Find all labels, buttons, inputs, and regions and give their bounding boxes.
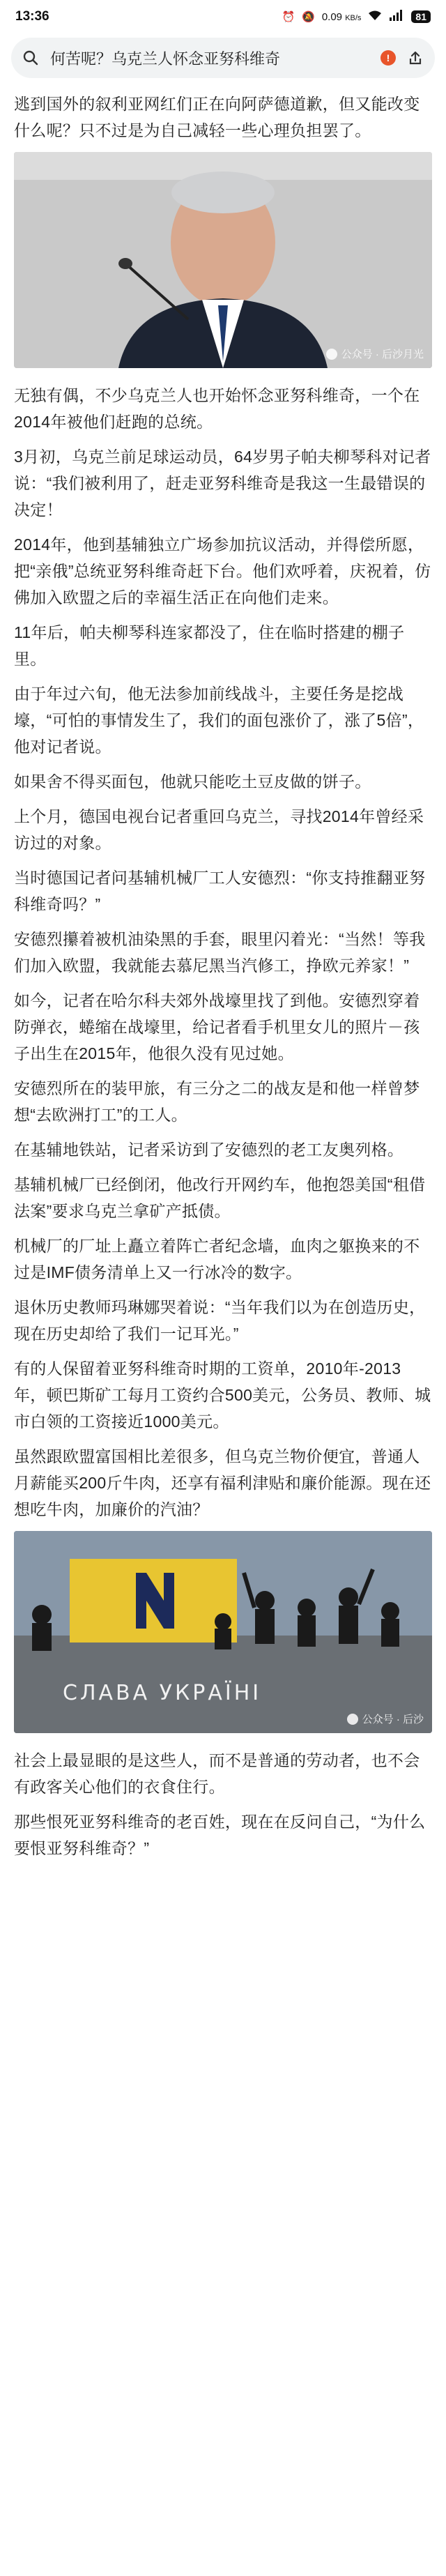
status-indicators bbox=[282, 10, 431, 24]
signal-icon bbox=[389, 10, 404, 24]
alarm-icon: ⏰ bbox=[282, 11, 295, 23]
paragraph: 11年后，帕夫柳琴科连家都没了，住在临时搭建的棚子里。 bbox=[14, 623, 405, 668]
banner-text: СЛАВА УКРАЇНІ bbox=[63, 1681, 262, 1705]
battery-indicator: 81 bbox=[411, 10, 431, 23]
paragraph: 有的人保留着亚努科维奇时期的工资单，2010年-2013年，顿巴斯矿工每月工资约合500美元，公务员、教师、城市白领的工资接近1000美元。 bbox=[14, 1359, 431, 1431]
paragraph: 退休历史教师玛琳娜哭着说：“当年我们以为在创造历史，现在历史却给了我们一记耳光。” bbox=[14, 1298, 426, 1343]
status-time: 13:36 bbox=[15, 9, 49, 24]
mute-icon: 🔕 bbox=[302, 11, 315, 23]
share-icon[interactable] bbox=[406, 48, 425, 68]
paragraph: 虽然跟欧盟富国相比差很多，但乌克兰物价便宜，普通人月薪能买200斤牛肉，还享有福利津贴和廉价能源。现在还想吃牛肉，加廉价的汽油？ bbox=[14, 1447, 431, 1518]
paragraph: 安德烈攥着被机油染黑的手套，眼里闪着光：“当然！等我们加入欧盟，我就能去慕尼黑当汽修工，挣欧元养家！” bbox=[14, 930, 426, 975]
paragraph: 那些恨死亚努科维奇的老百姓，现在在反问自己，“为什么要恨亚努科维奇？” bbox=[14, 1813, 426, 1857]
search-icon[interactable] bbox=[21, 48, 40, 68]
paragraph: 当时德国记者问基辅机械厂工人安德烈：“你支持推翻亚努科维奇吗？” bbox=[14, 869, 426, 913]
paragraph: 2014年，他到基辅独立广场参加抗议活动，并得偿所愿，把“亲俄”总统亚努科维奇赶下台。他们欢呼着，庆祝着，仿佛加入欧盟之后的幸福生活正在向他们走来。 bbox=[14, 535, 431, 607]
paragraph: 社会上最显眼的是这些人，而不是普通的劳动者，也不会有政客关心他们的衣食住行。 bbox=[14, 1751, 420, 1796]
paragraph: 无独有偶，不少乌克兰人也开始怀念亚努科维奇，一个在2014年被他们赶跑的总统。 bbox=[14, 386, 420, 431]
alert-badge-icon[interactable]: ! bbox=[380, 50, 396, 66]
article-image-portrait[interactable] bbox=[14, 152, 432, 368]
paragraph: 3月初，乌克兰前足球运动员，64岁男子帕夫柳琴科对记者说：“我们被利用了，赶走亚努科维奇是我这一生最错误的决定！ bbox=[14, 448, 431, 519]
image-watermark: 公众号 · 后沙 bbox=[347, 1712, 424, 1726]
article-image-rally[interactable] bbox=[14, 1531, 432, 1733]
paragraph: 安德烈所在的装甲旅，有三分之二的战友是和他一样曾梦想“去欧洲打工”的工人。 bbox=[14, 1079, 420, 1124]
paragraph: 上个月，德国电视台记者重回乌克兰，寻找2014年曾经采访过的对象。 bbox=[14, 807, 424, 852]
paragraph: 由于年过六旬，他无法参加前线战斗，主要任务是挖战壕，“可怕的事情发生了，我们的面包涨价了，涨了5倍”，他对记者说。 bbox=[14, 685, 424, 756]
page-title[interactable]: 何苦呢？乌克兰人怀念亚努科维奇 bbox=[50, 49, 281, 68]
paragraph: 机械厂的厂址上矗立着阵亡者纪念墙，血肉之躯换来的不过是IMF债务清单上又一行冰冷的数字。 bbox=[14, 1237, 420, 1281]
paragraph: 基辅机械厂已经倒闭，他改行开网约车，他抱怨美国“租借法案”要求乌克兰拿矿产抵债。 bbox=[14, 1175, 426, 1220]
portrait-illustration bbox=[14, 152, 432, 368]
wechat-icon bbox=[347, 1714, 358, 1725]
wechat-icon bbox=[326, 349, 337, 360]
paragraph: 如果舍不得买面包，他就只能吃土豆皮做的饼子。 bbox=[14, 772, 371, 791]
image-watermark: 公众号 · 后沙月光 bbox=[326, 346, 424, 361]
paragraph: 在基辅地铁站，记者采访到了安德烈的老工友奥列格。 bbox=[14, 1141, 404, 1159]
wifi-icon bbox=[368, 10, 382, 24]
status-bar bbox=[0, 0, 446, 33]
article-body bbox=[0, 91, 446, 1861]
net-speed: 0.09 KB/s bbox=[321, 10, 362, 23]
address-bar[interactable] bbox=[11, 38, 435, 78]
paragraph: 如今，记者在哈尔科夫郊外战壕里找了到他。安德烈穿着防弹衣，蜷缩在战壕里，给记者看手机里女儿的照片－孩子出生在2015年，他很久没有见过她。 bbox=[14, 991, 420, 1062]
paragraph: 逃到国外的叙利亚网红们正在向阿萨德道歉，但又能改变什么呢？只不过是为自己减轻一些心理负担罢了。 bbox=[14, 95, 420, 139]
